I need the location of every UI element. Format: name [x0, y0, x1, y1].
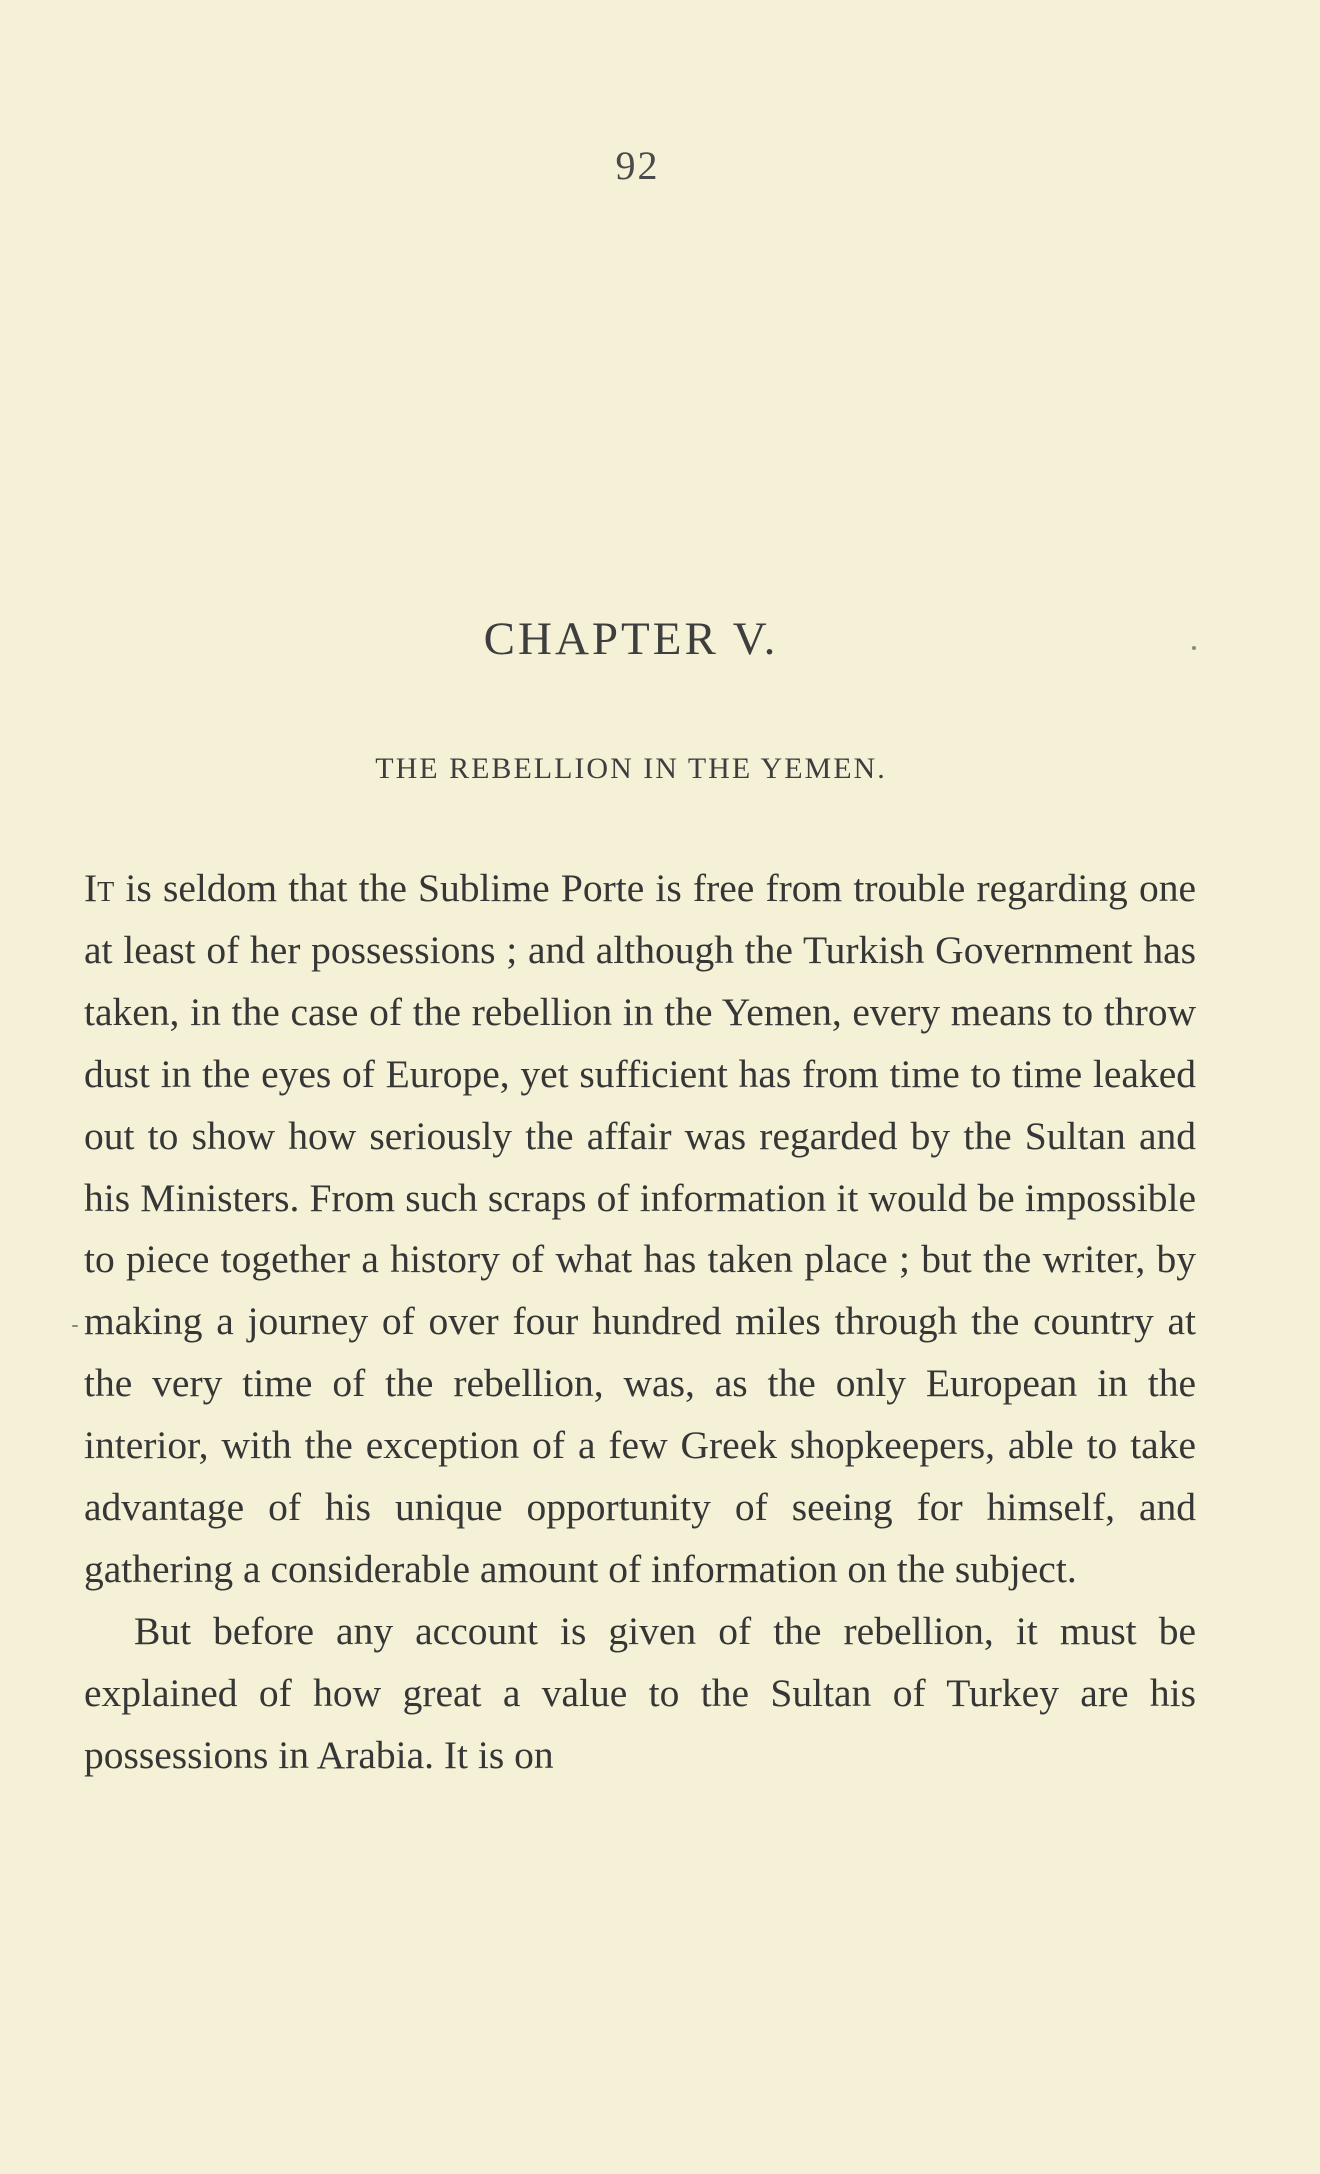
drop-word: It — [84, 866, 115, 910]
chapter-title: CHAPTER V. — [483, 613, 779, 665]
paragraph-text: is seldom that the Sublime Porte is free from trouble regarding one at least of her possessions ; and although the Turkish Government has taken, in the case of the rebellion in the Yemen, every means to throw dust in the eyes of Europe, yet sufficient has from time to time leaked out to show how seriously the affair was regarded by the Sultan and his Ministers. From such scraps of information it would be impossible to piece together a history of what has taken place ; but the writer, by making a journey of over four hundred miles through the country at the very time of the rebellion, was, as the only European in the interior, with the exception of a few Greek shopkeepers, able to take advantage of his unique opportunity of seeing for himself, and gathering a considerable amount of information on the subject. — [84, 866, 1196, 1591]
paragraph: But before any account is given of the rebellion, it must be explained of how great a value to the Sultan of Turkey are his possessions in Arabia. It is on — [84, 1608, 1196, 1777]
paper-speck — [72, 1325, 78, 1327]
body-text — [84, 858, 1196, 1787]
page-number: 92 — [615, 143, 660, 188]
paragraph — [84, 858, 1196, 1601]
chapter-subtitle: THE REBELLION IN THE YEMEN. — [375, 752, 887, 785]
paper-speck — [1192, 646, 1196, 650]
